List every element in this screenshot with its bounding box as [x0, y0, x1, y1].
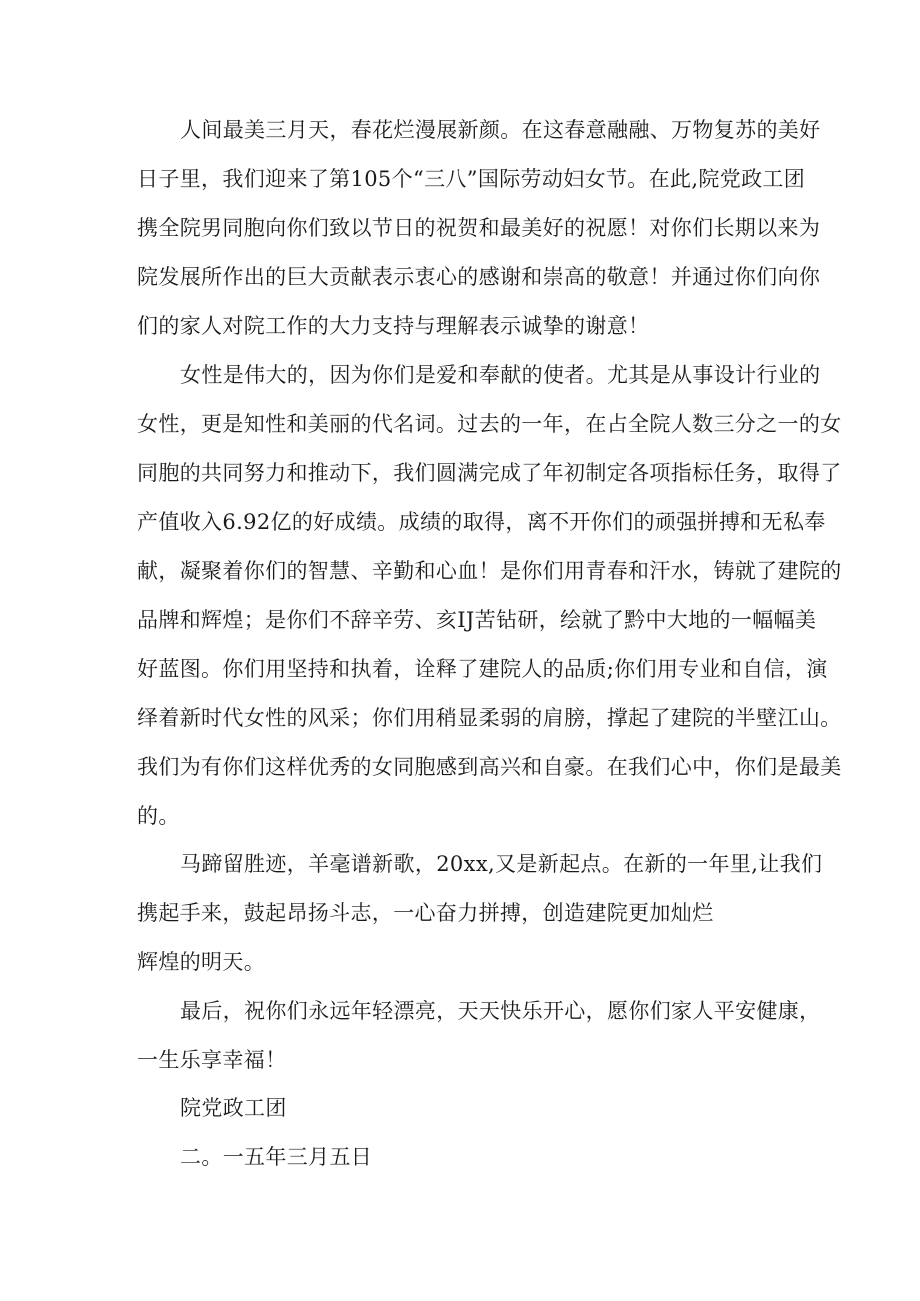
paragraph-2-line-9: 我们为有你们这样优秀的女同胞感到高兴和自豪。在我们心中，你们是最美: [137, 755, 842, 779]
paragraph-2-line-10: 的。: [137, 804, 180, 828]
signature: 院党政工团: [180, 1096, 287, 1120]
paragraph-3-line-2: 携起手来，鼓起昂扬斗志，一心奋力拼搏，创造建院更加灿烂: [137, 901, 714, 925]
paragraph-4-line-2: 一生乐享幸福！: [137, 1048, 287, 1072]
paragraph-2-line-7: 好蓝图。你们用坚持和执着，诠释了建院人的品质;你们用专业和自信，演: [137, 657, 828, 681]
paragraph-2-line-2: 女性，更是知性和美丽的代名词。过去的一年，在占全院人数三分之一的女: [137, 412, 842, 436]
paragraph-1-line-3: 携全院男同胞向你们致以节日的祝贺和最美好的祝愿！对你们长期以来为: [137, 216, 821, 240]
paragraph-2-line-4: 产值收入6.92亿的好成绩。成绩的取得，离不开你们的顽强拼搏和无私奉: [137, 510, 826, 534]
paragraph-2-line-6: 品牌和辉煌；是你们不辞辛劳、亥IJ苦钻研，绘就了黔中大地的一幅幅美: [137, 608, 817, 632]
paragraph-2-line-8: 绎着新时代女性的风采；你们用稍显柔弱的肩膀，撑起了建院的半壁江山。: [137, 706, 842, 730]
paragraph-1-line-5: 们的家人对院工作的大力支持与理解表示诚挚的谢意！: [137, 314, 650, 338]
paragraph-4-line-1: 最后，祝你们永远年轻漂亮，天天快乐开心，愿你们家人平安健康，: [180, 999, 821, 1023]
paragraph-3-line-3: 辉煌的明天。: [137, 950, 266, 974]
paragraph-2-line-5: 献，凝聚着你们的智慧、辛勤和心血！是你们用青春和汗水，铸就了建院的: [137, 559, 842, 583]
paragraph-1-line-4: 院发展所作出的巨大贡献表示衷心的感谢和崇高的敬意！并通过你们向你: [137, 265, 821, 289]
date: 二。一五年三月五日: [180, 1145, 373, 1169]
paragraph-2-line-1: 女性是伟大的，因为你们是爱和奉献的使者。尤其是从事设计行业的: [180, 363, 821, 387]
paragraph-1-line-2: 日子里，我们迎来了第105个“三八”国际劳动妇女节。在此,院党政工团: [137, 167, 806, 191]
paragraph-3-line-1: 马蹄留胜迹，羊毫谱新歌，20xx,又是新起点。在新的一年里,让我们: [180, 852, 823, 876]
paragraph-1-line-1: 人间最美三月天，春花烂漫展新颜。在这春意融融、万物复苏的美好: [180, 118, 821, 142]
paragraph-2-line-3: 同胞的共同努力和推动下，我们圆满完成了年初制定各项指标任务，取得了: [137, 461, 842, 485]
